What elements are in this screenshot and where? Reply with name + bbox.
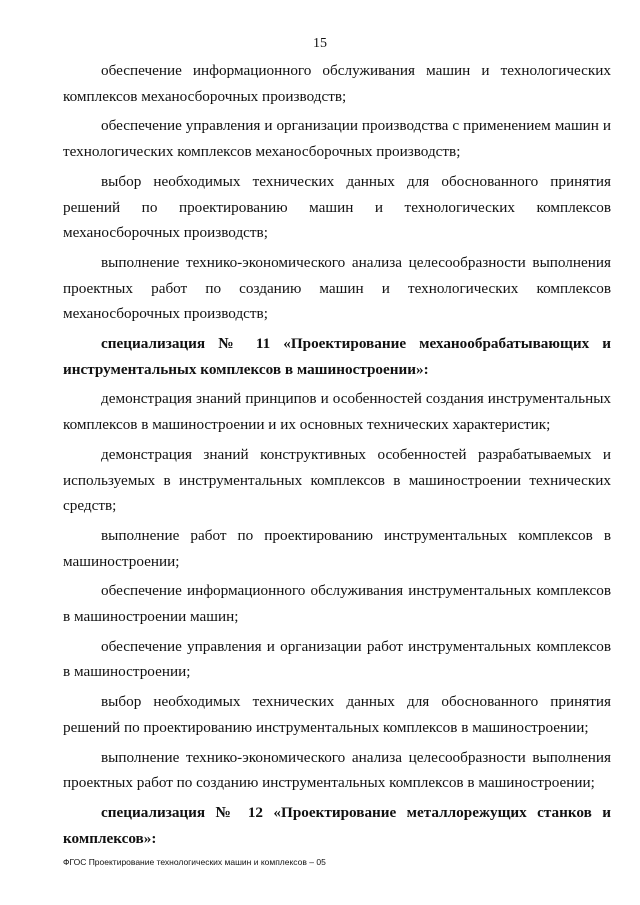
page-footer: ФГОС Проектирование технологических машин и комплексов – 05 (63, 857, 326, 867)
paragraph: выбор необходимых технических данных для обоснованного принятия решений по проектированию инструментальных комплексов в машиностроении; (63, 693, 611, 736)
paragraph: обеспечение управления и организации производства с применением машин и технологических комплексов механосборочных производств; (63, 117, 611, 161)
paragraph: выполнение технико-экономического анализа целесообразности выполнения проектных работ по созданию машин и технологических комплексов механосборочных производств; (63, 253, 611, 323)
paragraph: обеспечение управления и организации работ инструментальных комплексов в машиностроении; (63, 637, 611, 681)
paragraph: выполнение технико-экономического анализа целесообразности выполнения проектных работ по созданию инструментальных комплексов в машиностроении; (63, 748, 611, 792)
specialization-heading: специализация № 11 «Проектирование механообрабатывающих и инструментальных комплексов в машиностроении»: (63, 335, 611, 378)
paragraph: демонстрация знаний конструктивных особенностей разрабатываемых и используемых в инструментальных комплексов в машиностроении технических средств; (63, 445, 611, 515)
paragraph: обеспечение информационного обслуживания инструментальных комплексов в машиностроении машин; (63, 582, 611, 626)
specialization-heading: специализация № 12 «Проектирование металлорежущих станков и комплексов»: (63, 803, 611, 847)
paragraph: обеспечение информационного обслуживания машин и технологических комплексов механосборочных производств; (63, 62, 611, 105)
paragraph: демонстрация знаний принципов и особенностей создания инструментальных комплексов в машиностроении и их основных технических характеристик; (63, 390, 611, 434)
document-body (63, 58, 611, 851)
page-number: 15 (313, 36, 327, 51)
paragraph: выбор необходимых технических данных для обоснованного принятия решений по проектированию машин и технологических комплексов механосборочных производств; (63, 172, 611, 242)
paragraph: выполнение работ по проектированию инструментальных комплексов в машиностроении; (63, 526, 611, 570)
